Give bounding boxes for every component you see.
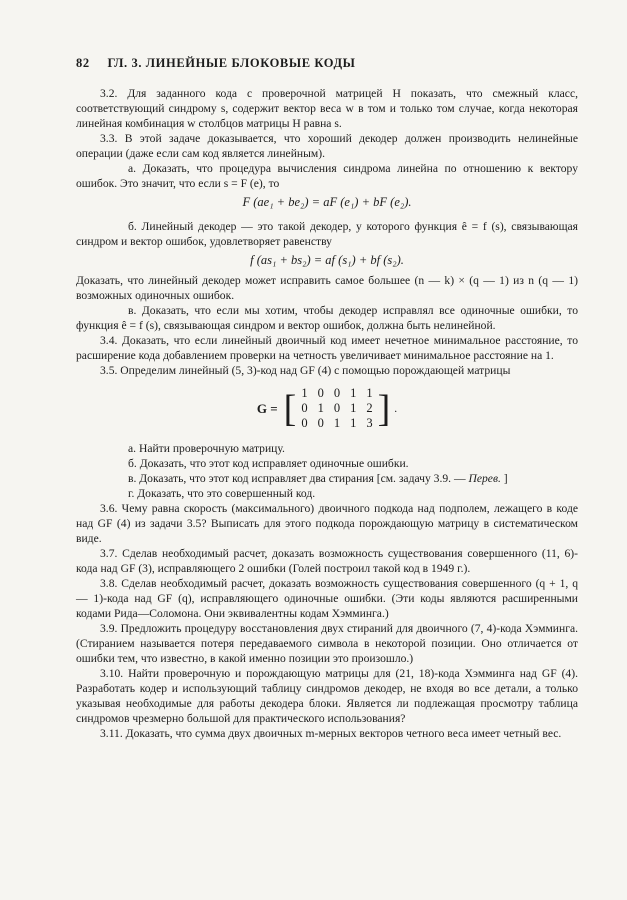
matrix-row: [296, 416, 377, 431]
problem-3-3: 3.3. В этой задаче доказывается, что хороший декодер должен производить нелинейные операции (даже если сам код является линейным).: [76, 132, 578, 160]
matrix-cell: 2: [366, 401, 373, 415]
problem-3-3-b: б. Линейный декодер — это такой декодер, у которого функция ê = f (s), связывающая синдром и вектор ошибок, удовлетворяет равенству: [76, 220, 578, 248]
chapter-title: ГЛ. 3. ЛИНЕЙНЫЕ БЛОКОВЫЕ КОДЫ: [107, 56, 356, 70]
page-body: [76, 86, 578, 741]
matrix-cell: 0: [333, 401, 341, 415]
matrix-cell: 1: [350, 401, 357, 415]
matrix-cell: 0: [301, 401, 308, 415]
matrix-label: G =: [256, 401, 278, 416]
matrix-period: .: [394, 402, 398, 415]
matrix-cell: 3: [366, 416, 373, 430]
problem-3-5-b: б. Доказать, что этот код исправляет одиночные ошибки.: [128, 457, 409, 470]
matrix-cell: 1: [350, 386, 357, 400]
problem-3-3-c: в. Доказать, что если мы хотим, чтобы декодер исправлял все одиночные ошибки, то функция ê = f (s), связывающая синдром и вектор ошибок, должна быть нелинейной.: [76, 304, 578, 332]
matrix-cell: 0: [317, 416, 324, 430]
matrix-row: [296, 401, 377, 416]
problem-3-10: 3.10. Найти проверочную и порождающую матрицы для (21, 18)-кода Хэмминга над GF (4). Разработать кодер и использующий таблицу синдромов декодер, не входя во все детали, а только указывая необходимые для работы декодера блоки. Является ли подлежащая просмотру таблица синдромов чрезмерно большой для практического использования?: [76, 667, 578, 725]
problem-3-5-c-text: в. Доказать, что этот код исправляет два стирания [см. задачу 3.9. —: [128, 472, 466, 485]
editor-note: Перев.: [468, 472, 501, 485]
matrix-cell: 0: [317, 386, 324, 400]
problem-3-2: 3.2. Для заданного кода с проверочной матрицей H показать, что смежный класс, соответствующий синдрому s, содержит вектор веса w в том и только том случае, когда некоторая линейная комбинация w столбцов матрицы H равна s.: [76, 87, 578, 130]
problem-3-9: 3.9. Предложить процедуру восстановления двух стираний для двоичного (7, 4)-кода Хэмминга. (Стиранием называется потеря передаваемого символа в некоторой позиции. Оно отличается от ошибки тем, что известно, в какой именно позиции это произошло.): [76, 622, 578, 665]
matrix-cell: 1: [333, 416, 341, 430]
problem-3-8: 3.8. Сделав необходимый расчет, доказать возможность существования совершенного (q + 1, q — 1)-кода над GF (q), исправляющего одиночные ошибки. (Эти коды являются расширенными кодами Рида—Соломона. Они эквивалентны кодам Хэмминга.): [76, 577, 578, 620]
generator-matrix: [76, 386, 578, 431]
problem-3-3-a: а. Доказать, что процедура вычисления синдрома линейна по отношению к вектору ошибок. Это значит, что если s = F (e), то: [76, 162, 578, 190]
problem-3-7: 3.7. Сделав необходимый расчет, доказать возможность существования совершенного (11, 6)-кода над GF (3), исправляющего 2 ошибки (Голей построил такой код в 1949 г.).: [76, 547, 578, 575]
matrix-cell: 1: [366, 386, 373, 400]
problem-3-3-b-cont: Доказать, что линейный декодер может исправить самое большее (n — k) × (q — 1) из n (q — 1) возможных одиночных ошибок.: [76, 274, 578, 302]
problem-3-5-a: а. Найти проверочную матрицу.: [128, 442, 285, 455]
matrix-right-bracket: ]: [377, 387, 391, 430]
page-number: 82: [76, 56, 90, 70]
formula-decoder-linearity: f (as₁ + bs₂) = af (s₁) + bf (s₂).: [250, 253, 404, 267]
matrix-cell: 0: [333, 386, 341, 400]
formula-syndrome-linearity: F (ae₁ + be₂) = aF (e₁) + bF (e₂).: [242, 195, 412, 209]
matrix-body: [296, 386, 377, 431]
matrix-cell: 0: [301, 416, 308, 430]
editor-note-close: ]: [500, 472, 508, 485]
problem-3-5: 3.5. Определим линейный (5, 3)-код над GF (4) с помощью порождающей матрицы: [100, 364, 511, 377]
problem-3-5-d: г. Доказать, что это совершенный код.: [128, 487, 316, 500]
matrix-cell: 1: [350, 416, 357, 430]
problem-3-11: 3.11. Доказать, что сумма двух двоичных m-мерных векторов четного веса имеет четный вес.: [100, 727, 562, 740]
matrix-cell: 1: [317, 401, 324, 415]
problem-3-5-c: [76, 471, 578, 486]
problem-3-4: 3.4. Доказать, что если линейный двоичный код имеет нечетное минимальное расстояние, то расширение кода добавлением проверки на четность увеличивает минимальное расстояние на 1.: [76, 334, 578, 362]
matrix-cell: 1: [301, 386, 308, 400]
matrix-left-bracket: [: [283, 387, 297, 430]
running-header: [76, 56, 356, 71]
problem-3-6: 3.6. Чему равна скорость (максимального) двоичного подкода над подполем, лежащего в коде над GF (4) из задачи 3.5? Выписать для этого подкода порождающую матрицу в систематическом виде.: [76, 502, 578, 545]
matrix-row: [296, 386, 377, 401]
